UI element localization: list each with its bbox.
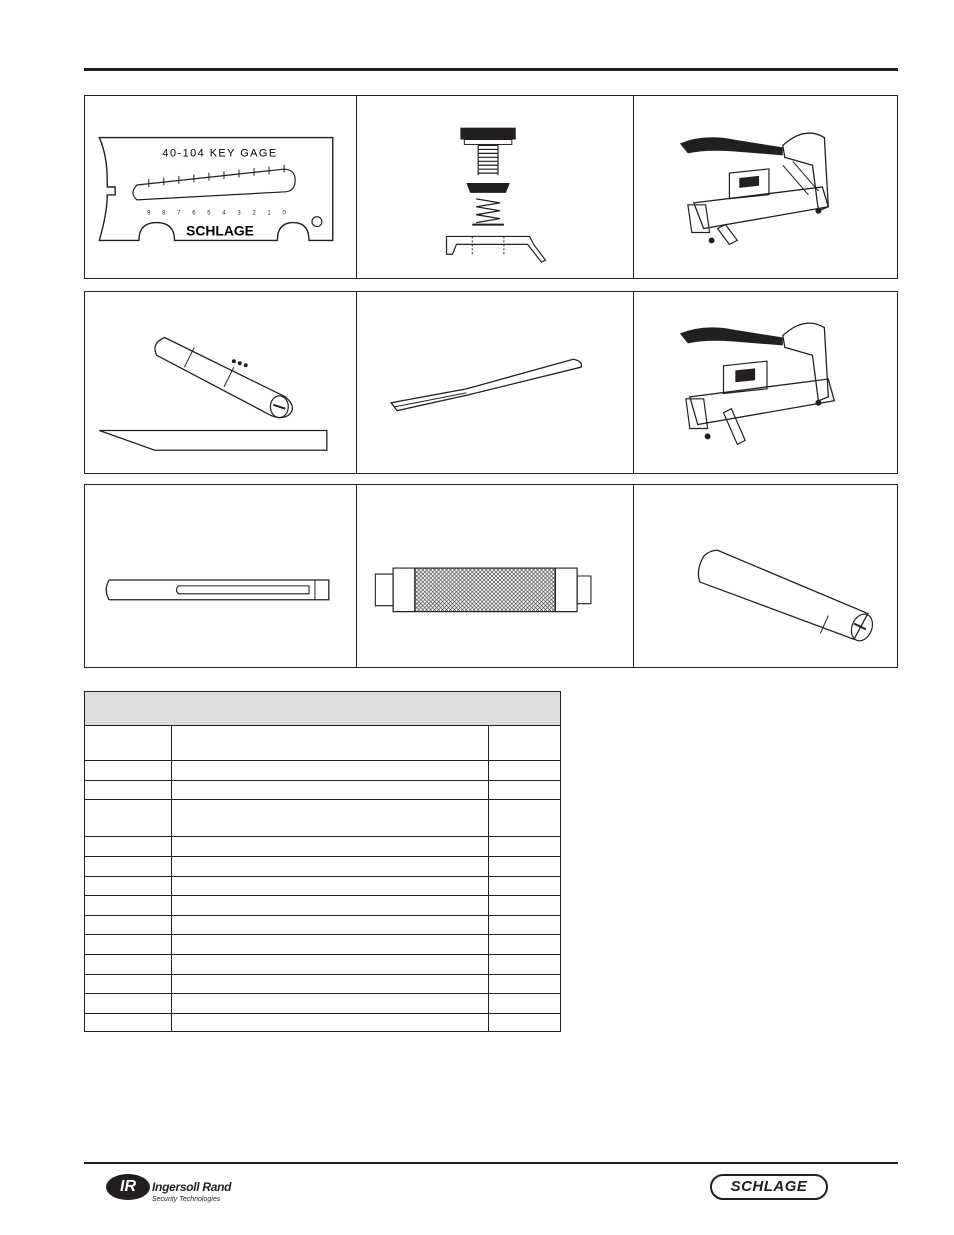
description-cell	[171, 1014, 489, 1032]
quantity-cell	[489, 896, 561, 916]
description-cell	[171, 975, 489, 994]
description-cell	[171, 800, 489, 837]
plug-follower-cell	[84, 291, 357, 474]
description-cell	[171, 994, 489, 1014]
gage-number: 4	[222, 210, 226, 217]
thumbscrew-spring-illustration	[357, 96, 633, 278]
split-follower-illustration	[85, 485, 356, 667]
table-row	[85, 975, 561, 994]
pinning-block-cell-2	[633, 291, 898, 474]
part-number-cell	[85, 955, 172, 975]
tweezers-cell	[356, 291, 634, 474]
table-row	[85, 935, 561, 955]
parts-table-body	[85, 761, 561, 1032]
pinning-block-cell-1	[633, 95, 898, 279]
col-header-description	[171, 726, 489, 761]
table-row	[85, 994, 561, 1014]
part-number-cell	[85, 935, 172, 955]
key-gage-brand: SCHLAGE	[186, 222, 254, 239]
part-number-cell	[85, 800, 172, 837]
quantity-cell	[489, 935, 561, 955]
table-row	[85, 761, 561, 781]
gage-number: 7	[177, 210, 181, 217]
ir-name: Ingersoll Rand	[152, 1180, 232, 1194]
quantity-cell	[489, 975, 561, 994]
table-row	[85, 837, 561, 857]
gage-number: 3	[237, 210, 241, 217]
description-cell	[171, 837, 489, 857]
part-number-cell	[85, 916, 172, 935]
part-number-cell	[85, 781, 172, 800]
description-cell	[171, 935, 489, 955]
part-number-cell	[85, 857, 172, 877]
quantity-cell	[489, 916, 561, 935]
part-number-cell	[85, 877, 172, 896]
key-gage-illustration	[85, 96, 356, 278]
pinning-block-illustration-2	[634, 292, 897, 473]
parts-table-title	[85, 692, 561, 726]
table-row	[85, 877, 561, 896]
table-row	[85, 781, 561, 800]
col-header-part-number	[85, 726, 172, 761]
split-follower-cell	[84, 484, 357, 668]
schlage-logo	[710, 1174, 828, 1200]
description-cell	[171, 781, 489, 800]
part-number-cell	[85, 761, 172, 781]
tool-image-grid	[84, 95, 898, 668]
schlage-logo-text: SCHLAGE	[730, 1178, 808, 1195]
solid-follower-illustration	[634, 485, 897, 667]
part-number-cell	[85, 994, 172, 1014]
table-row	[85, 896, 561, 916]
plug-follower-illustration	[85, 292, 356, 473]
pinning-block-illustration-1	[634, 96, 897, 278]
knurled-plug-cell	[356, 484, 634, 668]
quantity-cell	[489, 781, 561, 800]
part-number-cell	[85, 975, 172, 994]
table-row	[85, 955, 561, 975]
quantity-cell	[489, 800, 561, 837]
col-header-quantity	[489, 726, 561, 761]
ir-subtitle: Security Technologies	[152, 1196, 221, 1203]
thumbscrew-spring-cell	[356, 95, 634, 279]
gage-number: 9	[147, 210, 151, 217]
table-row	[85, 857, 561, 877]
table-row	[85, 800, 561, 837]
ir-mark: IR	[106, 1174, 150, 1200]
description-cell	[171, 877, 489, 896]
gage-number: 0	[282, 210, 286, 217]
quantity-cell	[489, 994, 561, 1014]
key-gage-cell	[84, 95, 357, 279]
part-number-cell	[85, 896, 172, 916]
footer-rule	[84, 1162, 898, 1164]
description-cell	[171, 761, 489, 781]
gage-number: 6	[192, 210, 196, 217]
description-cell	[171, 857, 489, 877]
tweezers-illustration	[357, 292, 633, 473]
key-gage-title: 40-104 KEY GAGE	[162, 147, 278, 160]
gage-number: 1	[267, 210, 271, 217]
quantity-cell	[489, 1014, 561, 1032]
parts-table	[84, 691, 561, 1032]
quantity-cell	[489, 955, 561, 975]
description-cell	[171, 896, 489, 916]
header-rule	[84, 68, 898, 71]
description-cell	[171, 916, 489, 935]
gage-number: 5	[207, 210, 211, 217]
ingersoll-rand-logo	[106, 1172, 246, 1208]
quantity-cell	[489, 837, 561, 857]
quantity-cell	[489, 761, 561, 781]
gage-number: 8	[162, 210, 166, 217]
quantity-cell	[489, 877, 561, 896]
part-number-cell	[85, 1014, 172, 1032]
solid-follower-cell	[633, 484, 898, 668]
quantity-cell	[489, 857, 561, 877]
table-row	[85, 1014, 561, 1032]
description-cell	[171, 955, 489, 975]
knurled-plug-illustration	[357, 485, 633, 667]
part-number-cell	[85, 837, 172, 857]
table-row	[85, 916, 561, 935]
gage-number: 2	[252, 210, 256, 217]
